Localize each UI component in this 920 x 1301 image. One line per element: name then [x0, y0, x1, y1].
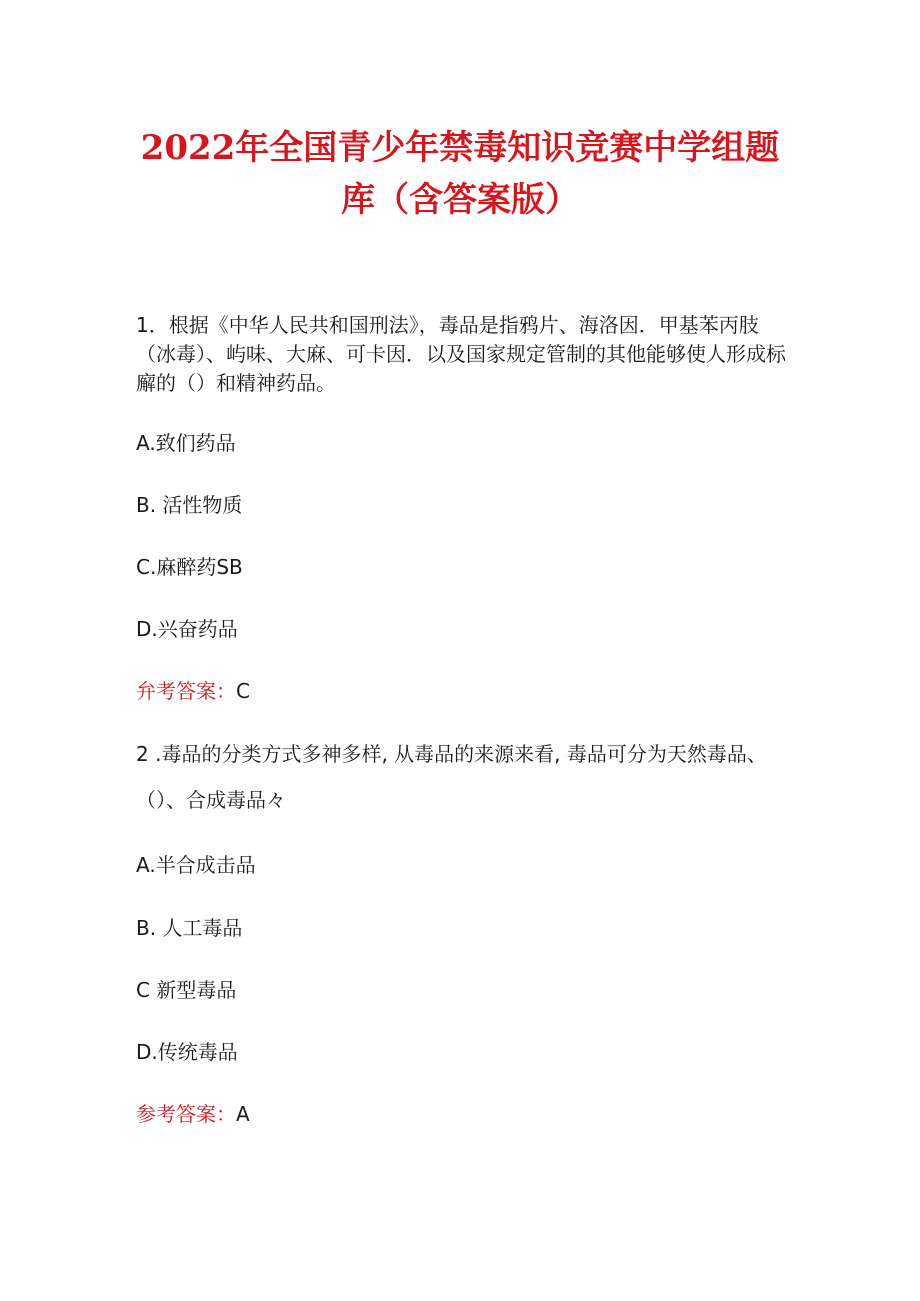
question-2-answer [136, 1100, 250, 1128]
question-2-option-c: C 新型毒品 [136, 978, 237, 1002]
answer-value: A [236, 1102, 250, 1126]
question-2-stem: 2 .毒品的分类方式多神多样, 从毒品的来源来看, 毒品可分为天然毒品、（）、合成毒品々 [136, 742, 767, 812]
question-2-option-b: B. 人工毒品 [136, 916, 243, 940]
title-line-2: 库（含答案版） [341, 180, 579, 220]
question-1-stem: 1．根据《中华人民共和国刑法》，毒品是指鸦片、海洛因．甲基苯丙肢（冰毒）、屿味、大麻、可卡因．以及国家规定管制的其他能够使人形成标廨的（）和精神药品。 [136, 313, 786, 395]
title-line-1: 2022年全国青少年禁毒知识竞赛中学组题 [140, 128, 780, 168]
question-2-option-d: D.传统毒品 [136, 1040, 238, 1064]
question-2-option-a: A.半合成击品 [136, 853, 256, 877]
answer-label: 参考答案： [136, 1102, 236, 1126]
question-1-option-a: A.致们药品 [136, 431, 236, 455]
answer-value: C [236, 679, 250, 703]
question-1-option-c: C.麻醉药SB [136, 555, 243, 579]
question-1-answer [136, 677, 250, 705]
document-title [120, 122, 800, 226]
answer-label: 弁考答案： [136, 679, 236, 703]
question-1-option-b: B. 活性物质 [136, 493, 243, 517]
question-1-option-d: D.兴奋药品 [136, 617, 238, 641]
